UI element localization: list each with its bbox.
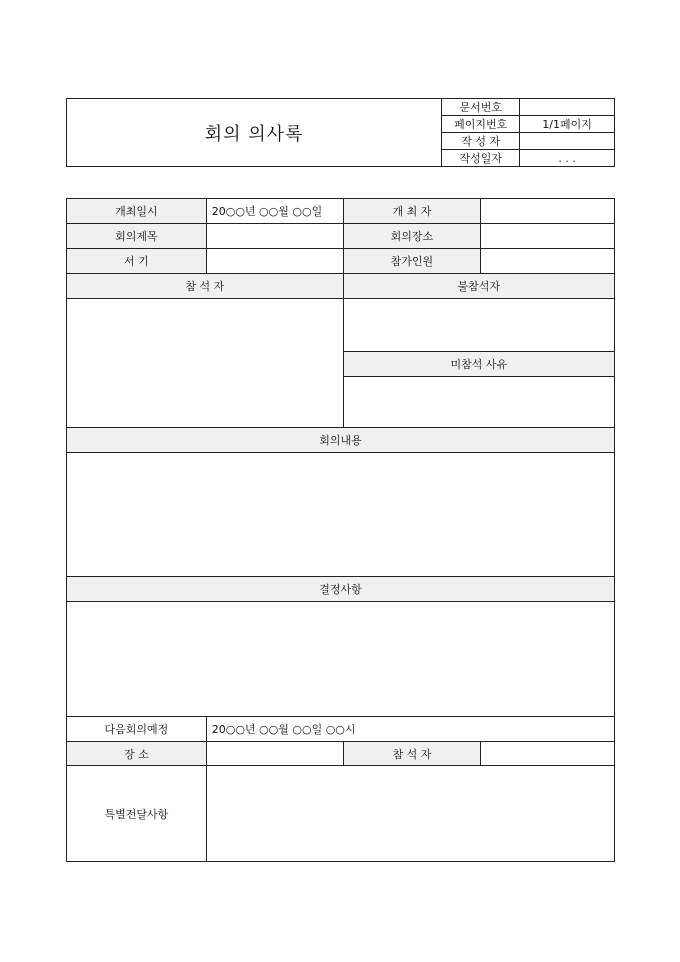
document-title: 회의 의사록 [67,99,442,167]
secretary-label: 서 기 [67,249,207,274]
participants-count-value[interactable] [481,249,615,274]
place-value[interactable] [481,224,615,249]
absence-reason-field[interactable] [343,377,614,428]
notes-label: 특별전달사항 [67,766,207,862]
date-label: 작성일자 [442,150,520,167]
absentees-field[interactable] [343,299,614,352]
author-label: 작 성 자 [442,133,520,150]
next-place-label: 장 소 [67,742,207,766]
date-value[interactable]: . . . [520,150,615,167]
content-field[interactable] [67,453,615,577]
page-no-label: 페이지번호 [442,116,520,133]
page-no-value[interactable]: 1/1페이지 [520,116,615,133]
subject-value[interactable] [206,224,343,249]
next-meeting-label: 다음회의예정 [67,717,207,742]
content-label: 회의내용 [67,428,615,453]
notes-field[interactable] [206,766,614,862]
attendees-label: 참 석 자 [67,274,344,299]
absence-reason-label: 미참석 사유 [343,352,614,377]
attendees-field[interactable] [67,299,344,428]
secretary-value[interactable] [206,249,343,274]
datetime-label: 개최일시 [67,199,207,224]
next-place-value[interactable] [206,742,343,766]
doc-no-label: 문서번호 [442,99,520,116]
host-label: 개 최 자 [343,199,481,224]
host-value[interactable] [481,199,615,224]
meeting-minutes-table [66,198,615,862]
next-attendees-value[interactable] [481,742,615,766]
author-value[interactable] [520,133,615,150]
document-header [66,98,615,167]
decisions-label: 결정사항 [67,577,615,602]
absentees-label: 불참석자 [343,274,614,299]
doc-no-value[interactable] [520,99,615,116]
subject-label: 회의제목 [67,224,207,249]
datetime-value[interactable]: 20○○년 ○○월 ○○일 [206,199,343,224]
decisions-field[interactable] [67,602,615,717]
next-meeting-value[interactable]: 20○○년 ○○월 ○○일 ○○시 [206,717,614,742]
next-attendees-label: 참 석 자 [343,742,481,766]
place-label: 회의장소 [343,224,481,249]
participants-count-label: 참가인원 [343,249,481,274]
